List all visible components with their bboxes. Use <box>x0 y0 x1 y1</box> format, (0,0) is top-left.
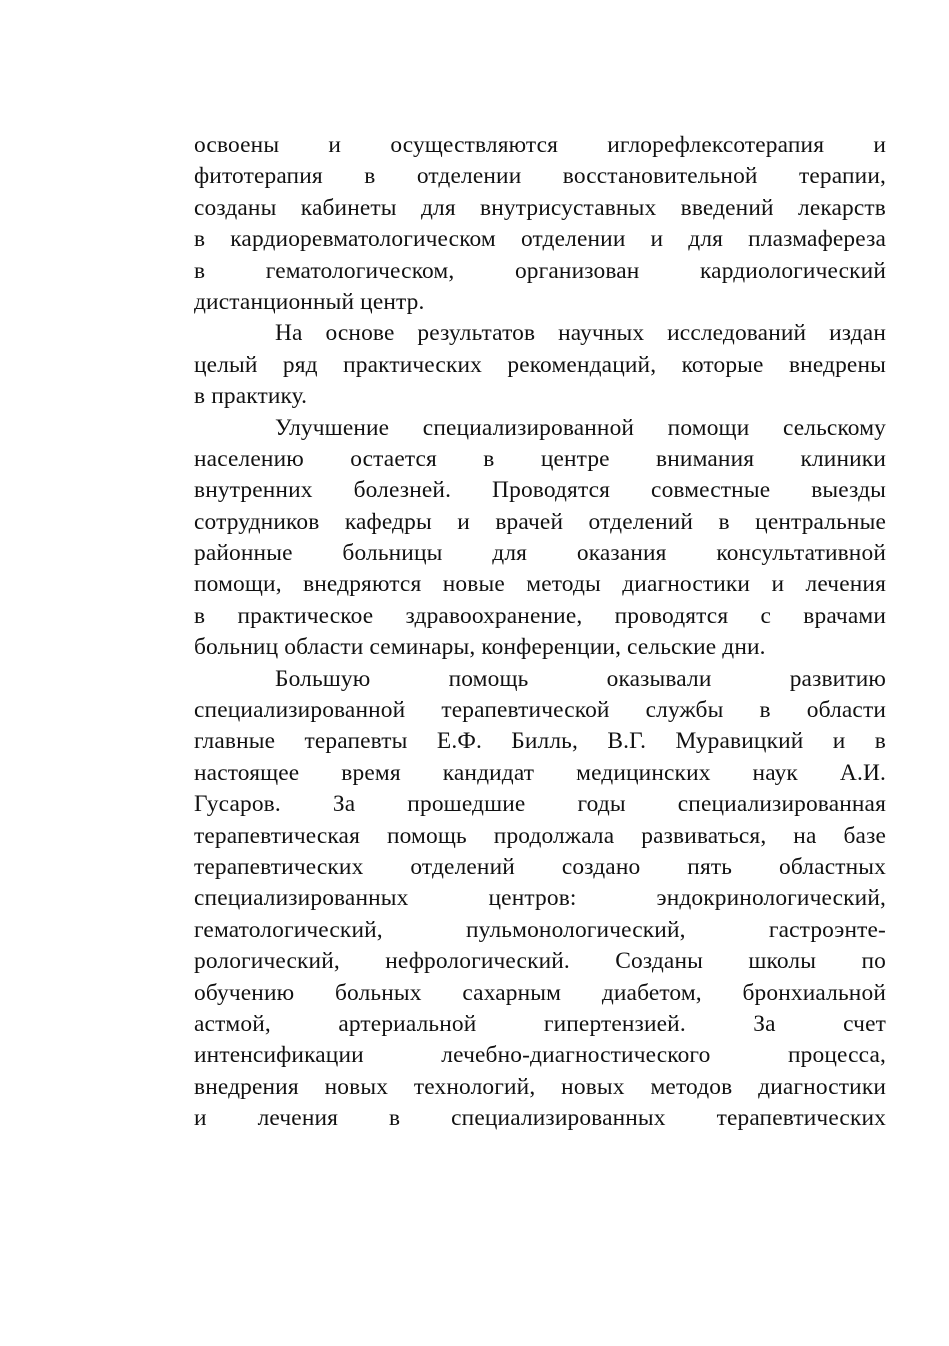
text-line: астмой, артериальной гипертензией. За счет <box>194 1010 886 1037</box>
text-line: созданы кабинеты для внутрисуставных введений лекарств <box>194 194 886 221</box>
text-line: в практику. <box>194 383 308 410</box>
text-line: и лечения в специализированных терапевтических <box>194 1105 886 1132</box>
text-line: целый ряд практических рекомендаций, которые внедрены <box>194 351 886 378</box>
text-line: населению остается в центре внимания клиники <box>194 445 886 472</box>
text-line: настоящее время кандидат медицинских наук А.И. <box>194 759 886 786</box>
text-line: в кардиоревматологическом отделении и для плазмафереза <box>194 226 886 253</box>
text-line: Большую помощь оказывали развитию <box>275 665 886 692</box>
text-line: в практическое здравоохранение, проводятся с врачами <box>194 602 886 629</box>
text-line: специализированной терапевтической службы в области <box>194 697 886 724</box>
body-text <box>194 130 886 1135</box>
text-line: больниц области семинары, конференции, сельские дни. <box>194 634 766 661</box>
text-line: терапевтическая помощь продолжала развиваться, на базе <box>194 822 886 849</box>
text-line: внутренних болезней. Проводятся совместные выезды <box>194 477 886 504</box>
text-line: фитотерапия в отделении восстановительной терапии, <box>194 163 886 190</box>
text-line: На основе результатов научных исследований издан <box>275 320 886 347</box>
text-line: Улучшение специализированной помощи сельскому <box>275 414 886 441</box>
text-line: терапевтических отделений создано пять областных <box>194 853 886 880</box>
text-line: внедрения новых технологий, новых методов диагностики <box>194 1073 886 1100</box>
text-line: интенсификации лечебно-диагностического процесса, <box>194 1042 886 1069</box>
text-line: Гусаров. За прошедшие годы специализированная <box>194 791 886 818</box>
text-line: гематологический, пульмонологический, гастроэнте- <box>194 916 886 943</box>
text-line: освоены и осуществляются иглорефлексотерапия и <box>194 132 886 158</box>
text-line: помощи, внедряются новые методы диагностики и лечения <box>194 571 886 598</box>
text-line: в гематологическом, организован кардиологический <box>194 257 886 284</box>
text-line: сотрудников кафедры и врачей отделений в центральные <box>194 508 886 535</box>
text-line: рологический, нефрологический. Созданы школы по <box>194 948 886 975</box>
text-line: районные больницы для оказания консультативной <box>194 540 886 567</box>
text-line: обучению больных сахарным диабетом, бронхиальной <box>194 979 886 1006</box>
text-line: главные терапевты Е.Ф. Билль, В.Г. Муравицкий и в <box>194 728 886 755</box>
text-line: дистанционный центр. <box>194 288 425 315</box>
text-line: специализированных центров: эндокринологический, <box>194 885 886 912</box>
